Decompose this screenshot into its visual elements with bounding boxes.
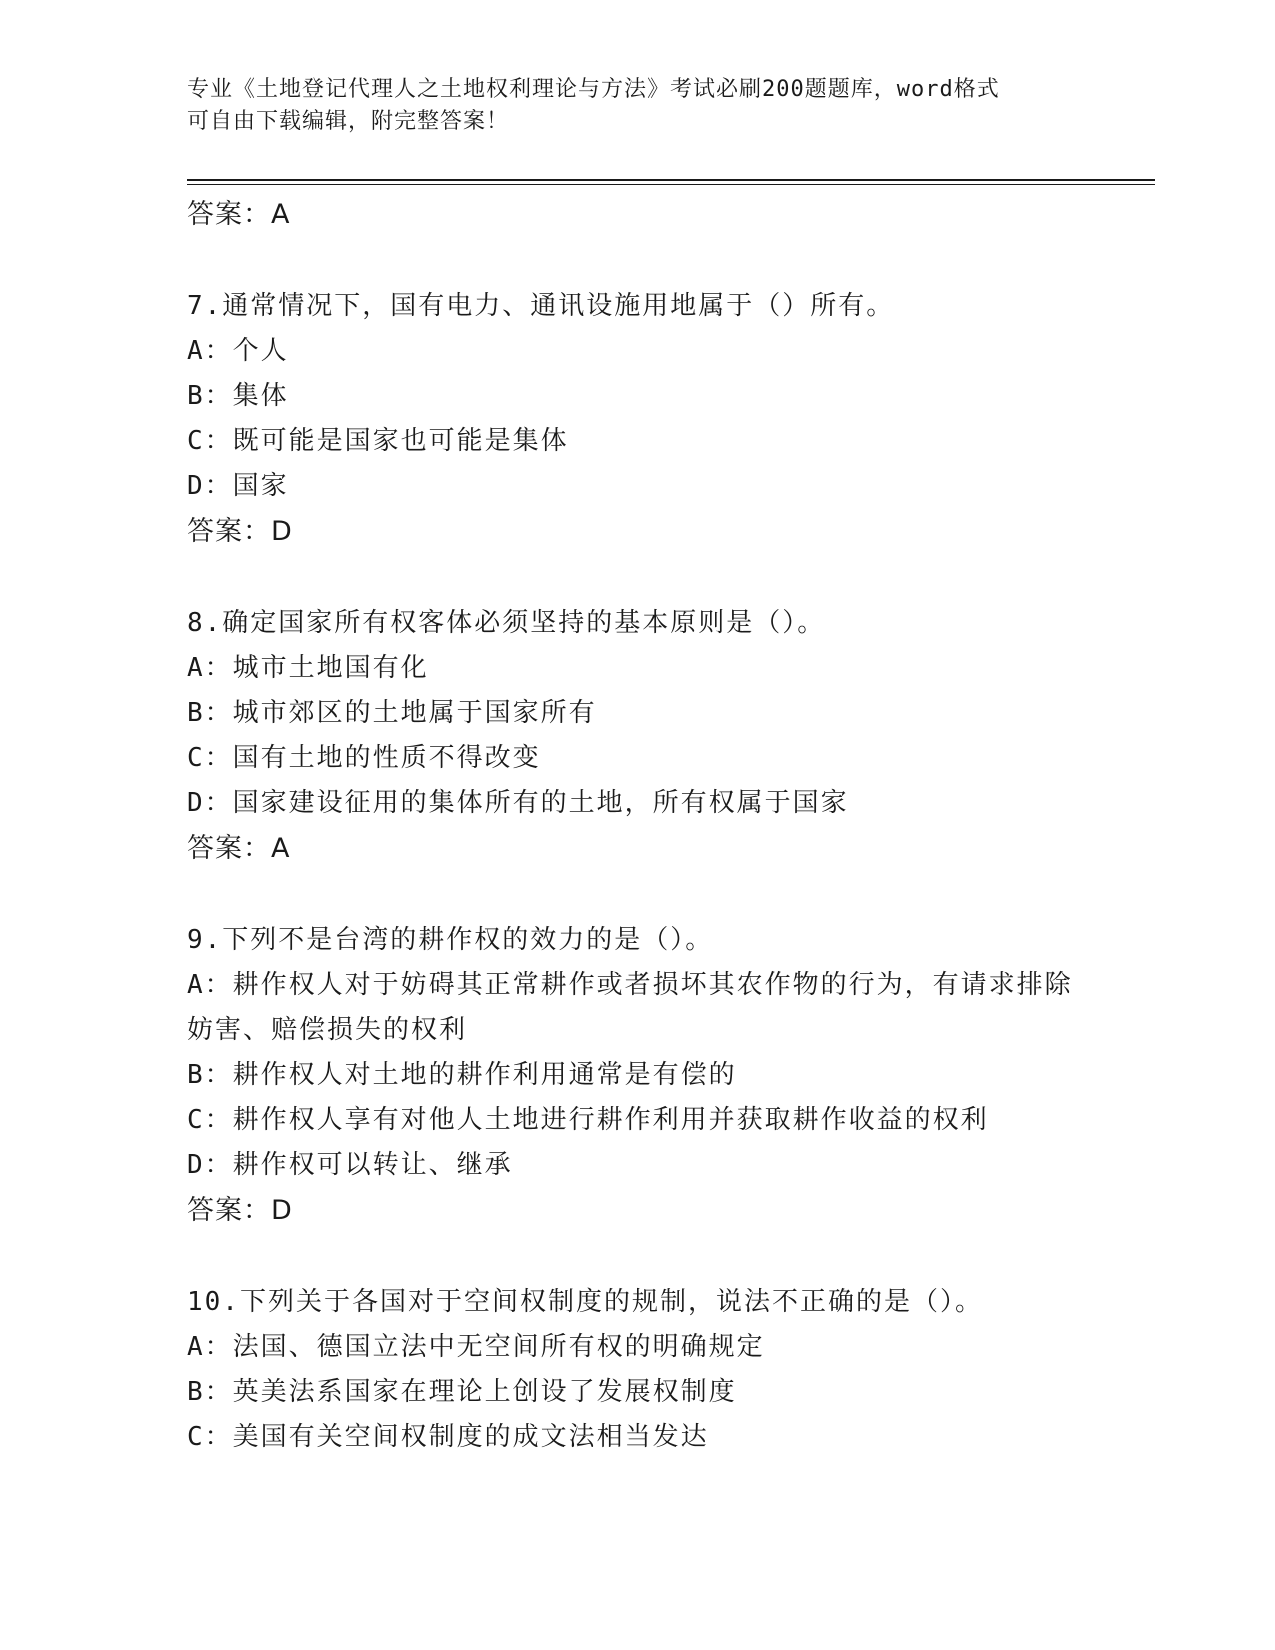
question-stem: 9.下列不是台湾的耕作权的效力的是（）。 [187, 925, 714, 955]
previous-answer: 答案：A [187, 199, 291, 230]
header-line-1: 专业《土地登记代理人之土地权利理论与方法》考试必刷200题题库，word格式 [187, 77, 1000, 102]
option-a: A：个人 [187, 336, 289, 366]
question-stem: 8.确定国家所有权客体必须坚持的基本原则是（）。 [187, 608, 826, 638]
option-a: A：城市土地国有化 [187, 653, 429, 683]
answer-label: 答案：A [187, 833, 291, 864]
answer-label: 答案：D [187, 516, 293, 547]
option-c: C：耕作权人享有对他人土地进行耕作利用并获取耕作收益的权利 [187, 1105, 989, 1135]
option-b: B：城市郊区的土地属于国家所有 [187, 698, 597, 728]
question-list [187, 192, 1087, 1460]
option-d: D：国家建设征用的集体所有的土地，所有权属于国家 [187, 788, 849, 818]
option-b: B：耕作权人对土地的耕作利用通常是有偿的 [187, 1060, 737, 1090]
option-d: D：耕作权可以转让、继承 [187, 1150, 513, 1180]
question-stem: 7.通常情况下，国有电力、通讯设施用地属于（）所有。 [187, 291, 895, 321]
option-b: B：英美法系国家在理论上创设了发展权制度 [187, 1377, 737, 1407]
option-c: C：既可能是国家也可能是集体 [187, 426, 569, 456]
document-header [187, 74, 1087, 138]
option-c: C：国有土地的性质不得改变 [187, 743, 541, 773]
option-b: B：集体 [187, 381, 289, 411]
question-9 [187, 918, 1087, 1233]
answer-label: 答案：D [187, 1195, 293, 1226]
option-a: A：法国、德国立法中无空间所有权的明确规定 [187, 1332, 765, 1362]
question-8 [187, 601, 1087, 871]
header-divider-thin [187, 184, 1155, 185]
option-c: C：美国有关空间权制度的成文法相当发达 [187, 1422, 709, 1452]
option-a: A：耕作权人对于妨碍其正常耕作或者损坏其农作物的行为，有请求排除妨害、赔偿损失的权利 [187, 970, 1073, 1045]
question-7 [187, 284, 1087, 554]
question-10 [187, 1280, 1087, 1460]
header-divider-thick [187, 179, 1155, 181]
header-line-2: 可自由下载编辑，附完整答案！ [187, 109, 510, 134]
question-stem: 10.下列关于各国对于空间权制度的规制，说法不正确的是（）。 [187, 1287, 983, 1317]
option-d: D：国家 [187, 471, 289, 501]
